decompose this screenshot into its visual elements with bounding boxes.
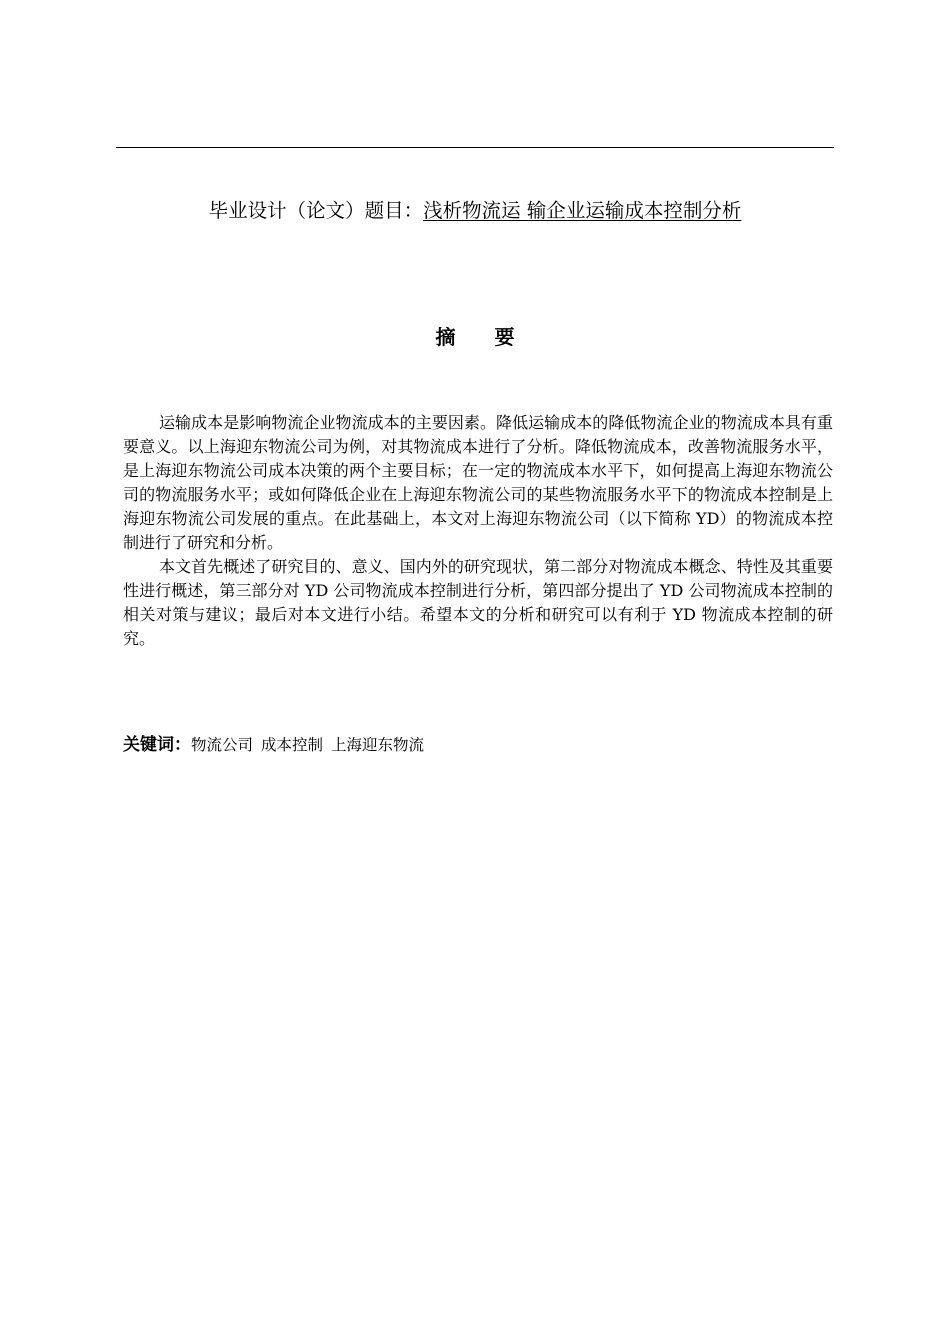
abstract-paragraph-2: 本文首先概述了研究目的、意义、国内外的研究现状，第二部分对物流成本概念、特性及其重要性进行概述，第三部分对 YD 公司物流成本控制进行分析，第四部分提出了 YD 公司物流成本控制的相关对策与建议；最后对本文进行小结。希望本文的分析和研究可以有利于 YD 物流成本控制的研究。 bbox=[123, 557, 833, 648]
keyword-item: 成本控制 bbox=[261, 736, 324, 754]
abstract-paragraph-1: 运输成本是影响物流企业物流成本的主要因素。降低运输成本的降低物流企业的物流成本具有重要意义。以上海迎东物流公司为例，对其物流成本进行了分析。降低物流成本，改善物流服务水平，是上海迎东物流公司成本决策的两个主要目标；在一定的物流成本水平下，如何提高上海迎东物流公司的物流服务水平；或如何降低企业在上海迎东物流公司的某些物流服务水平下的物流成本控制是上海迎东物流公司发展的重点。在此基础上，本文对上海迎东物流公司（以下简称 YD）的物流成本控制进行了研究和分析。 bbox=[123, 413, 833, 552]
keywords-line bbox=[123, 733, 833, 757]
keywords-label: 关键词： bbox=[123, 735, 191, 755]
thesis-title-line bbox=[0, 197, 950, 225]
keyword-item: 上海迎东物流 bbox=[331, 736, 425, 754]
thesis-title-value: 浅析物流运 输企业运输成本控制分析 bbox=[423, 199, 742, 222]
abstract-heading: 摘 要 bbox=[435, 325, 531, 349]
keyword-item: 物流公司 bbox=[191, 736, 254, 754]
abstract-body bbox=[123, 411, 833, 651]
header-rule bbox=[116, 147, 834, 148]
thesis-title-label: 毕业设计（论文）题目： bbox=[208, 199, 424, 222]
